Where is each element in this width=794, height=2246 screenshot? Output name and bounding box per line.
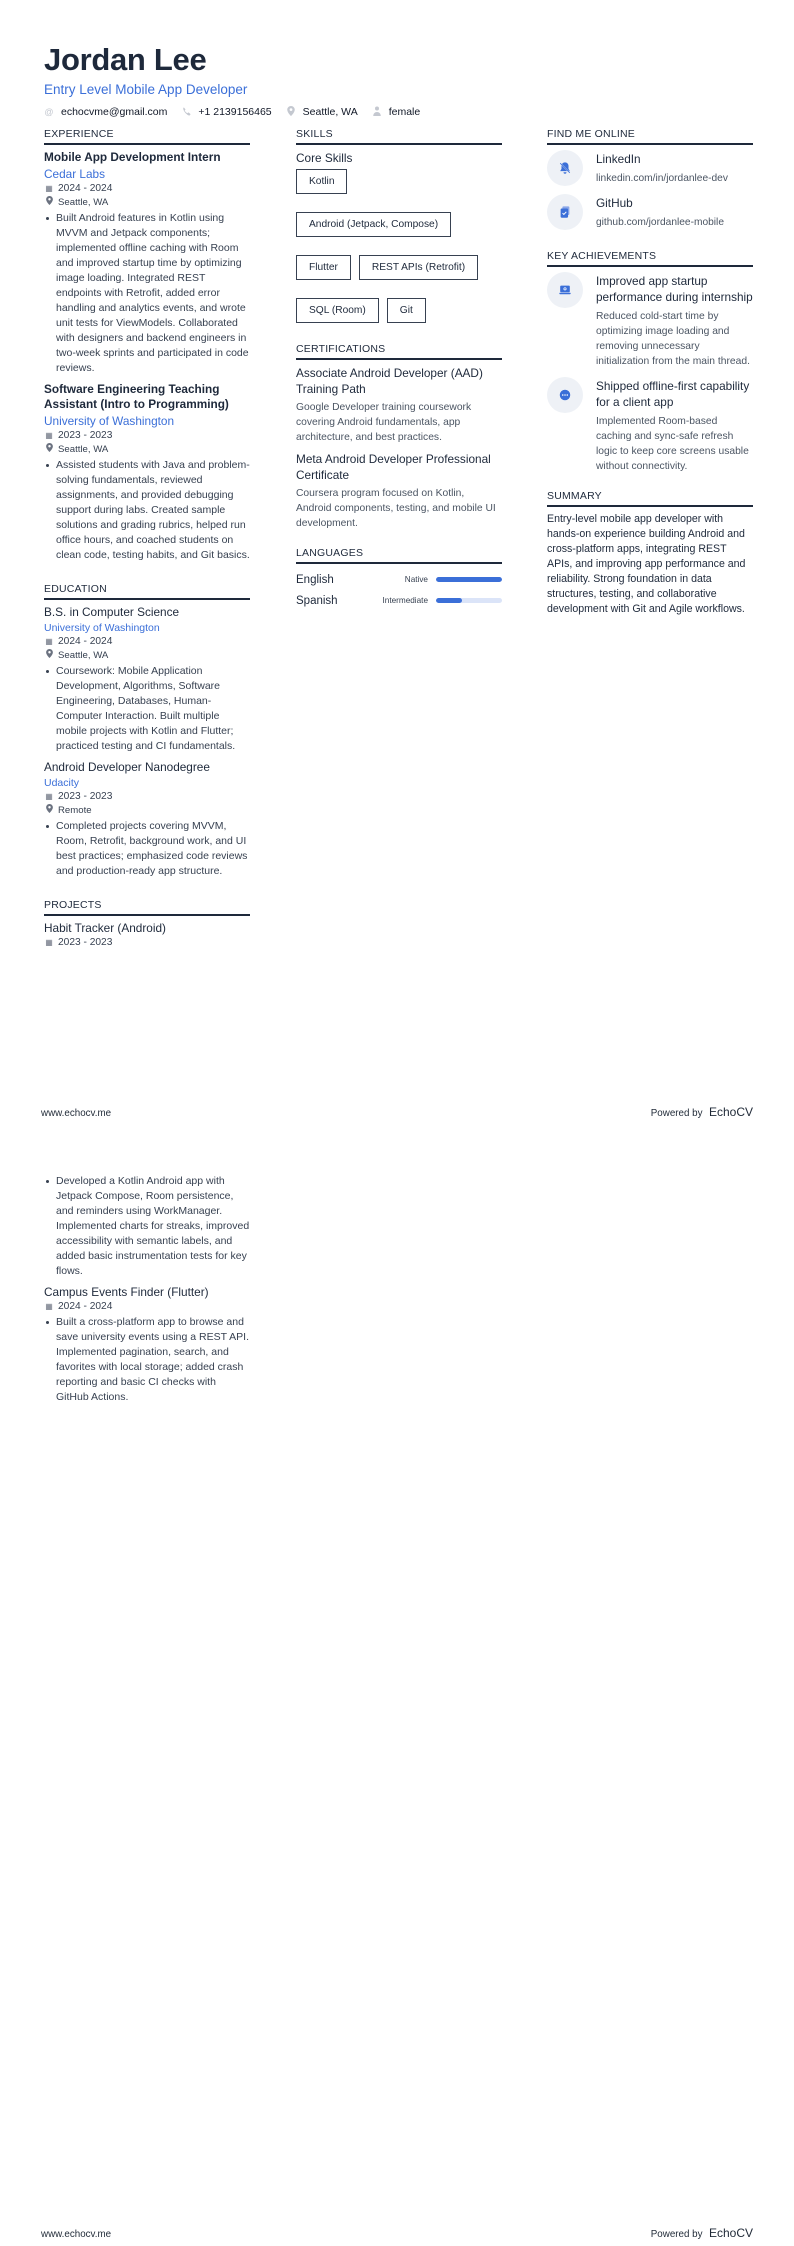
language-row: [296, 590, 502, 611]
page-footer: [41, 1103, 753, 1121]
gender-text: female: [388, 106, 421, 118]
projects-continued: [44, 1173, 250, 1411]
person-icon: [372, 106, 382, 118]
section-title-education: EDUCATION: [44, 583, 250, 600]
date-range: [44, 635, 250, 649]
powered-by-text: Powered by: [650, 2229, 703, 2240]
right-column: [547, 128, 753, 633]
skill-group-title: Core Skills: [296, 151, 353, 165]
section-title-summary: SUMMARY: [547, 490, 753, 507]
section-title-languages: LANGUAGES: [296, 547, 502, 564]
location-icon: [44, 804, 54, 818]
language-name: Spanish: [296, 594, 338, 607]
school-location: [44, 804, 250, 818]
degree-title: B.S. in Computer Science: [44, 605, 180, 619]
date-range: [44, 790, 250, 804]
phone-icon: [181, 107, 191, 118]
footer-site-link[interactable]: www.echocv.me: [41, 2229, 112, 2240]
language-row: [296, 569, 502, 590]
achievement-desc: Reduced cold-start time by optimizing image loading and removing unnecessary initialization from the main thread.: [596, 311, 750, 367]
section-title-online: FIND ME ONLINE: [547, 128, 753, 145]
skill-tag: Git: [387, 298, 426, 323]
job-location: [44, 443, 250, 457]
location-text: Seattle, WA: [58, 197, 109, 208]
achievement-title: Shipped offline-first capability for a client app: [596, 379, 750, 409]
section-title-projects: PROJECTS: [44, 899, 250, 916]
calendar-icon: ▦: [45, 637, 53, 646]
projects-section: [44, 899, 250, 950]
contact-gender: [372, 106, 421, 118]
online-link-linkedin[interactable]: [547, 150, 753, 186]
achievement-item: [547, 272, 753, 369]
bullet-list: [44, 1174, 250, 1279]
school-name: Udacity: [44, 777, 80, 789]
calendar-icon: ▦: [45, 792, 53, 801]
left-column: [44, 128, 250, 966]
page-footer: [41, 2224, 753, 2242]
calendar-icon: ▦: [45, 184, 53, 193]
date-text: 2024 - 2024: [58, 636, 113, 647]
section-title-certifications: CERTIFICATIONS: [296, 343, 502, 360]
date-range: [44, 936, 250, 950]
brand-logo[interactable]: EchoCV: [708, 1105, 753, 1119]
languages-section: [296, 547, 502, 611]
language-progress-fill: [436, 577, 502, 582]
section-title-experience: EXPERIENCE: [44, 128, 250, 145]
experience-section: [44, 128, 250, 563]
bullet-item: Completed projects covering MVVM, Room, Retrofit, background work, and UI best practices; emphasized code reviews and production-ready app structure.: [44, 819, 250, 879]
calendar-icon: ▦: [45, 431, 53, 440]
experience-item: [44, 382, 250, 563]
achievement-desc: Implemented Room-based caching and sync-safe refresh logic to keep core screens usable without connectivity.: [596, 416, 749, 472]
bullet-list: [44, 211, 250, 376]
powered-by: [651, 2224, 753, 2242]
bullet-item: Built a cross-platform app to browse and save university events using a REST API. Implemented pagination, search, and favorites with local storage; added crash reporting and basic CI checks with GitHub Actions.: [44, 1315, 250, 1405]
certifications-section: [296, 343, 502, 531]
language-level: Intermediate: [382, 596, 428, 605]
project-item: [44, 1285, 250, 1405]
candidate-name: Jordan Lee: [44, 42, 207, 77]
powered-by-text: Powered by: [650, 1108, 703, 1119]
location-icon: [44, 649, 54, 663]
project-item-continued: [44, 1174, 250, 1279]
bullet-list: [44, 458, 250, 563]
location-icon: [44, 443, 54, 457]
certification-item: [296, 451, 502, 531]
section-title-skills: SKILLS: [296, 128, 502, 145]
bullet-item: Developed a Kotlin Android app with Jetpack Compose, Room persistence, and reminders using WorkManager. Implemented charts for streaks, improved accessibility with semantic labels, and added basic instrumentation tests for key flows.: [44, 1174, 250, 1279]
school-location: [44, 649, 250, 663]
company-name: Cedar Labs: [44, 167, 105, 181]
language-level: Native: [404, 575, 428, 584]
online-section: [547, 128, 753, 230]
skills-section: [296, 128, 502, 323]
at-icon: @: [44, 107, 54, 117]
company-name: University of Washington: [44, 414, 175, 428]
education-item: [44, 760, 250, 879]
brand-logo[interactable]: EchoCV: [708, 2226, 753, 2240]
certification-title: Associate Android Developer (AAD) Training Path: [296, 366, 483, 396]
job-location: [44, 196, 250, 210]
project-item: [44, 921, 250, 950]
bullet-item: Assisted students with Java and problem-solving fundamentals, reviewed assignments, and provided debugging support during labs. Created sample solutions and grading rubrics, helped run office hours, and coached students on clean code, testing habits, and Git basics.: [44, 458, 250, 563]
link-label: GitHub: [596, 196, 633, 210]
certification-desc: Coursera program focused on Kotlin, Android components, testing, and mobile UI development.: [296, 488, 496, 529]
contact-email[interactable]: [44, 106, 167, 118]
date-text: 2023 - 2023: [58, 430, 113, 441]
skill-tag: Kotlin: [296, 169, 347, 194]
date-text: 2023 - 2023: [58, 937, 113, 948]
date-range: [44, 429, 250, 443]
footer-site-link[interactable]: www.echocv.me: [41, 1108, 112, 1119]
bell-slash-icon: [547, 150, 583, 186]
job-title: Software Engineering Teaching Assistant (Intro to Programming): [44, 382, 229, 411]
project-title: Habit Tracker (Android): [44, 921, 166, 935]
location-text: Seattle, WA: [58, 444, 109, 455]
location-text: Remote: [58, 805, 92, 816]
clipboard-check-icon: [547, 194, 583, 230]
date-text: 2024 - 2024: [58, 183, 113, 194]
language-progress-fill: [436, 598, 462, 603]
middle-column: [296, 128, 502, 627]
skill-tag: Flutter: [296, 255, 351, 280]
achievement-item: [547, 377, 753, 474]
bullet-item: Coursework: Mobile Application Development, Algorithms, Software Engineering, Databases, Human-Computer Interaction. Built multiple mobile projects with Kotlin and Flutter; practiced testing and CI fundamentals.: [44, 664, 250, 754]
skill-tag: Android (Jetpack, Compose): [296, 212, 451, 237]
calendar-icon: ▦: [45, 1302, 53, 1311]
ellipsis-circle-icon: [547, 377, 583, 413]
language-name: English: [296, 573, 334, 586]
language-progress-bar: [436, 598, 502, 603]
date-range: [44, 1300, 250, 1314]
resume-header: [44, 42, 434, 118]
online-link-github[interactable]: [547, 194, 753, 230]
skill-tag: SQL (Room): [296, 298, 379, 323]
phone-text: +1 2139156465: [198, 106, 272, 118]
date-text: 2024 - 2024: [58, 1301, 113, 1312]
date-text: 2023 - 2023: [58, 791, 113, 802]
link-label: LinkedIn: [596, 152, 641, 166]
location-text: Seattle, WA: [58, 650, 109, 661]
bullet-list: [44, 1315, 250, 1405]
certification-item: [296, 365, 502, 445]
job-title: Mobile App Development Intern: [44, 150, 221, 164]
bullet-item: Built Android features in Kotlin using MVVM and Jetpack components; implemented offline caching with Room and improved startup time by optimizing image loading. Integrated REST endpoints with Retrofit, added error handling and analytics events, and wrote unit tests for ViewModels. Collaborated with designers and backend engineers in two-week sprints and participated in code reviews.: [44, 211, 250, 376]
degree-title: Android Developer Nanodegree: [44, 760, 210, 774]
achievement-title: Improved app startup performance during internship: [596, 274, 753, 304]
candidate-role: Entry Level Mobile App Developer: [44, 82, 248, 97]
contact-row: [44, 106, 434, 118]
experience-item: [44, 150, 250, 376]
location-text: Seattle, WA: [302, 106, 358, 118]
education-item: [44, 605, 250, 754]
education-section: [44, 583, 250, 879]
skill-tag: REST APIs (Retrofit): [359, 255, 478, 280]
contact-location: [286, 106, 358, 118]
location-icon: [44, 196, 54, 210]
certification-title: Meta Android Developer Professional Certificate: [296, 452, 491, 482]
link-url[interactable]: linkedin.com/in/jordanlee-dev: [596, 173, 728, 184]
location-icon: [286, 106, 296, 118]
certification-desc: Google Developer training coursework covering Android fundamentals, app architecture, and best practices.: [296, 402, 472, 443]
bullet-list: [44, 819, 250, 879]
summary-section: [547, 490, 753, 617]
school-name: University of Washington: [44, 622, 160, 634]
date-range: [44, 182, 250, 196]
laptop-icon: [547, 272, 583, 308]
language-progress-bar: [436, 577, 502, 582]
link-url[interactable]: github.com/jordanlee-mobile: [596, 217, 724, 228]
email-text: echocvme@gmail.com: [61, 106, 168, 118]
skill-tags: [296, 169, 502, 323]
resume-page-2: [0, 1123, 794, 2246]
contact-phone[interactable]: [181, 106, 271, 118]
project-title: Campus Events Finder (Flutter): [44, 1285, 209, 1299]
summary-text: Entry-level mobile app developer with hands-on experience building Android and cross-platform apps, integrating REST APIs, and improving app performance and reliability. Strong foundation in data structures, testing, and collaborative development with Git and Agile workflows.: [547, 513, 746, 615]
powered-by: [651, 1103, 753, 1121]
achievements-section: [547, 250, 753, 474]
section-title-achievements: KEY ACHIEVEMENTS: [547, 250, 753, 267]
calendar-icon: ▦: [45, 938, 53, 947]
bullet-list: [44, 664, 250, 754]
